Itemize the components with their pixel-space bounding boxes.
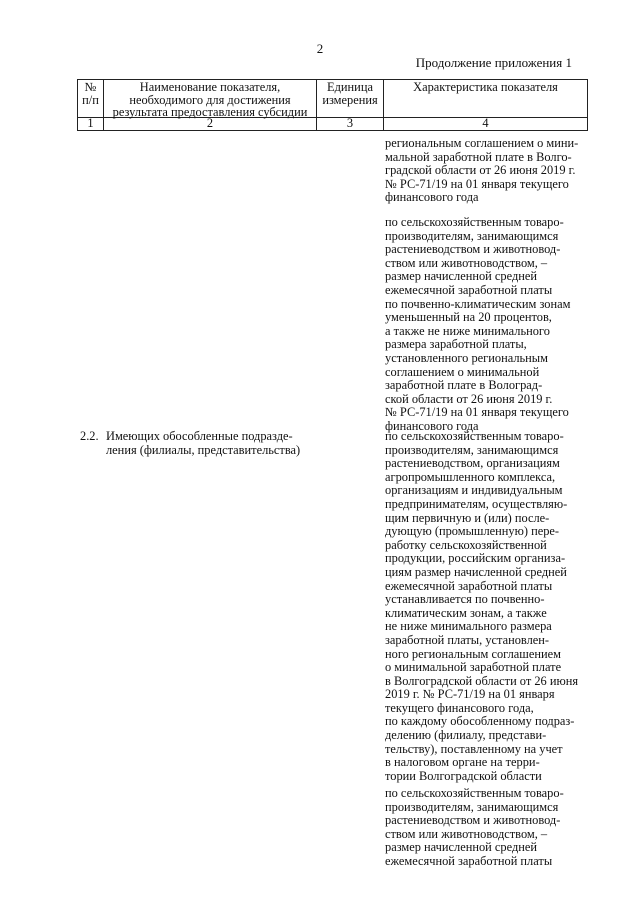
characteristic-block-1: [385, 137, 586, 205]
text-line: размер начисленной средней: [385, 269, 538, 284]
col-number-4: 4: [482, 116, 489, 130]
row-indicator-name: [106, 430, 311, 457]
row-number: 2.2.: [80, 429, 99, 443]
text-line: агропромышленного комплекса,: [385, 469, 556, 484]
text-line: уменьшенный на 20 процентов,: [385, 310, 552, 325]
text-line: тории Волгоградской области: [385, 768, 542, 783]
text-line: размер начисленной средней: [385, 840, 538, 855]
text-line: градской области от 26 июня 2019 г.: [385, 163, 576, 178]
text-line: циям размер начисленной средней: [385, 564, 567, 579]
text-line: производителям, занимающимся: [385, 799, 559, 814]
text-line: по сельскохозяйственным товаро-: [385, 429, 564, 443]
text-line: по каждому обособленному подраз-: [385, 714, 575, 729]
header-col3-line: Единица: [327, 80, 373, 94]
text-line: по сельскохозяйственным товаро-: [385, 786, 564, 800]
text-line: производителям, занимающимся: [385, 442, 559, 457]
text-line: о минимальной заработной плате: [385, 660, 562, 675]
header-col3-line: измерения: [322, 92, 378, 107]
text-line: соглашением о минимальной: [385, 364, 540, 379]
text-line: растениеводством, организациям: [385, 456, 560, 471]
header-col1: [78, 81, 103, 106]
text-line: установленного региональным: [385, 350, 548, 365]
characteristic-block-3: [385, 430, 586, 783]
header-col4-line: Характеристика показателя: [413, 80, 558, 94]
header-col4: [384, 81, 587, 94]
row-indicator-name-line: ления (филиалы, представительства): [106, 442, 301, 457]
text-line: финансового года: [385, 418, 479, 433]
col-border-4: [587, 79, 588, 131]
text-line: растениеводством и животновод-: [385, 813, 561, 828]
numbers-bottom-border: [77, 130, 587, 131]
text-line: в налоговом органе на терри-: [385, 755, 540, 770]
text-line: мальной заработной плате в Волго-: [385, 149, 572, 164]
characteristic-block-2: [385, 216, 586, 434]
text-line: заработной плате в Волоград-: [385, 378, 543, 393]
text-line: № РС-71/19 на 01 января текущего: [385, 405, 569, 420]
text-line: работку сельскохозяйственной: [385, 537, 547, 552]
header-col2-line: Наименование показателя,: [139, 80, 281, 94]
row-indicator-name-line: Имеющих обособленные подразде-: [106, 429, 293, 443]
text-line: дующую (промышленную) пере-: [385, 524, 560, 539]
text-line: ежемесячной заработной платы: [385, 578, 553, 593]
text-line: региональным соглашением о мини-: [385, 136, 579, 150]
header-col1-line: п/п: [82, 92, 99, 107]
text-line: ежемесячной заработной платы: [385, 853, 553, 868]
text-line: № РС-71/19 на 01 января текущего: [385, 176, 569, 191]
col-number-2: 2: [206, 116, 214, 130]
characteristic-block-4: [385, 787, 586, 869]
text-line: ежемесячной заработной платы: [385, 282, 553, 297]
col-number-1: 1: [87, 116, 94, 130]
text-line: текущего финансового года,: [385, 700, 534, 715]
text-line: ством или животноводством, –: [385, 255, 548, 270]
text-line: климатическим зонам, а также: [385, 605, 547, 620]
header-col2-line: необходимого для достижения: [129, 92, 291, 107]
text-line: растениеводством и животновод-: [385, 242, 561, 257]
header-col2: [104, 81, 316, 119]
header-col2-line: результата предоставления субсидии: [112, 105, 308, 120]
continuation-note: Продолжение приложения 1: [415, 55, 572, 70]
text-line: заработной платы, установлен-: [385, 632, 550, 647]
text-line: тельству), поставленному на учет: [385, 741, 563, 756]
col-number-3: 3: [346, 116, 354, 130]
text-line: предпринимателям, осуществляю-: [385, 496, 568, 511]
header-col1-line: №: [84, 80, 97, 94]
text-line: не ниже минимального размера: [385, 619, 552, 634]
text-line: 2019 г. № РС-71/19 на 01 января: [385, 687, 555, 702]
text-line: а также не ниже минимального: [385, 323, 550, 338]
text-line: организациям и индивидуальным: [385, 483, 563, 498]
text-line: устанавливается по почвенно-: [385, 592, 545, 607]
text-line: размера заработной платы,: [385, 337, 527, 352]
text-line: производителям, занимающимся: [385, 228, 559, 243]
text-line: по почвенно-климатическим зонам: [385, 296, 571, 311]
text-line: по сельскохозяйственным товаро-: [385, 215, 564, 229]
text-line: финансового года: [385, 190, 479, 205]
header-col3: [317, 81, 383, 106]
text-line: делению (филиалу, представи-: [385, 728, 547, 743]
text-line: продукции, российским организа-: [385, 551, 566, 566]
page-number: 2: [316, 41, 324, 56]
text-line: в Волгоградской области от 26 июня: [385, 673, 579, 688]
text-line: ством или животноводством, –: [385, 826, 548, 841]
text-line: ного региональным соглашением: [385, 646, 561, 661]
text-line: щим первичную и (или) после-: [385, 510, 550, 525]
text-line: ской области от 26 июня 2019 г.: [385, 391, 553, 406]
